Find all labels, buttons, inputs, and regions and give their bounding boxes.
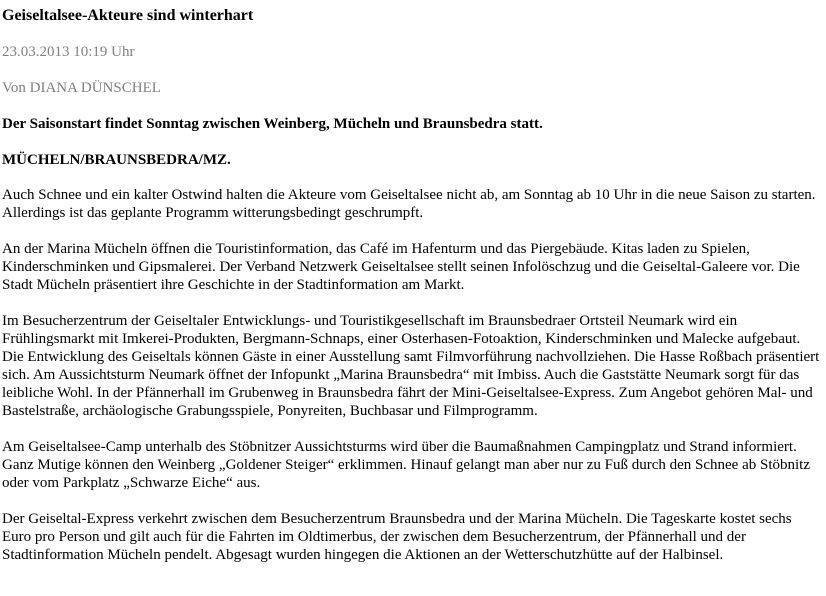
article-paragraph: Der Geiseltal-Express verkehrt zwischen dem Besucherzentrum Braunsbedra und der Marina Mücheln. Die Tageskarte kostet sechs Euro pro Person und gilt auch für die Fahrten im Oldtimerbus, der zwischen dem Besucherzentrum, der Pfännerhall und der Stadtinformation Mücheln pendelt. Abgesagt wurden hingegen die Aktionen an der Wetterschutzhütte auf der Halbinsel. bbox=[2, 511, 792, 563]
article-paragraph: Im Besucherzentrum der Geiseltaler Entwicklungs- und Touristikgesellschaft im Braunsbedraer Ortsteil Neumark wird ein Frühlingsmarkt mit Imkerei-Produkten, Bergmann-Schnaps, einer Osterhasen-Fotoaktion, Kinderschminken und Malecke aufgebaut. Die Entwicklung des Geiseltals können Gäste in einer Ausstellung samt Filmvorführung nachvollziehen. Die Hasse Roßbach präsentiert sich. Am Aussichtsturm Neumark öffnet der Infopunkt „Marina Braunsbedra“ mit Imbiss. Auch die Gaststätte Neumark sorgt für das leibliche Wohl. In der Pfännerhall im Grubenweg in Braunsbedra fährt der Mini-Geiseltalsee-Express. Zum Angebot gehören Mal- und Bastelstraße, archäologische Grabungsspiele, Ponyreiten, Buchbasar und Filmprogramm. bbox=[2, 313, 820, 419]
article-paragraph: Auch Schnee und ein kalter Ostwind halten die Akteure vom Geiseltalsee nicht ab, am Sonntag ab 10 Uhr in die neue Saison zu starten. Allerdings ist das geplante Programm witterungsbedingt geschrumpft. bbox=[2, 187, 816, 221]
article-paragraph: An der Marina Mücheln öffnen die Touristinformation, das Café im Hafenturm und das Piergebäude. Kitas laden zu Spielen, Kinderschminken und Gipsmalerei. Der Verband Netzwerk Geiseltalsee stellt seinen Infolöschzug und die Geiseltal-Galeere vor. Die Stadt Mücheln präsentiert ihre Geschichte in der Stadtinformation am Markt. bbox=[2, 241, 800, 293]
article-date: 23.03.2013 10:19 Uhr bbox=[2, 44, 135, 60]
article-paragraph: Am Geiseltalsee-Camp unterhalb des Stöbnitzer Aussichtsturms wird über die Baumaßnahmen Campingplatz und Strand informiert. Ganz Mutige können den Weinberg „Goldener Steiger“ erklimmen. Hinauf gelangt man aber nur zu Fuß durch den Schnee ab Stöbnitz oder vom Parkplatz „Schwarze Eiche“ aus. bbox=[2, 439, 811, 491]
article-author: Von DIANA DÜNSCHEL bbox=[2, 80, 161, 96]
article-title: Geiseltalsee-Akteure sind winterhart bbox=[2, 7, 254, 24]
article-lead: Der Saisonstart findet Sonntag zwischen Weinberg, Mücheln und Braunsbedra statt. bbox=[2, 116, 543, 132]
article-dateline: MÜCHELN/BRAUNSBEDRA/MZ. bbox=[2, 152, 231, 168]
